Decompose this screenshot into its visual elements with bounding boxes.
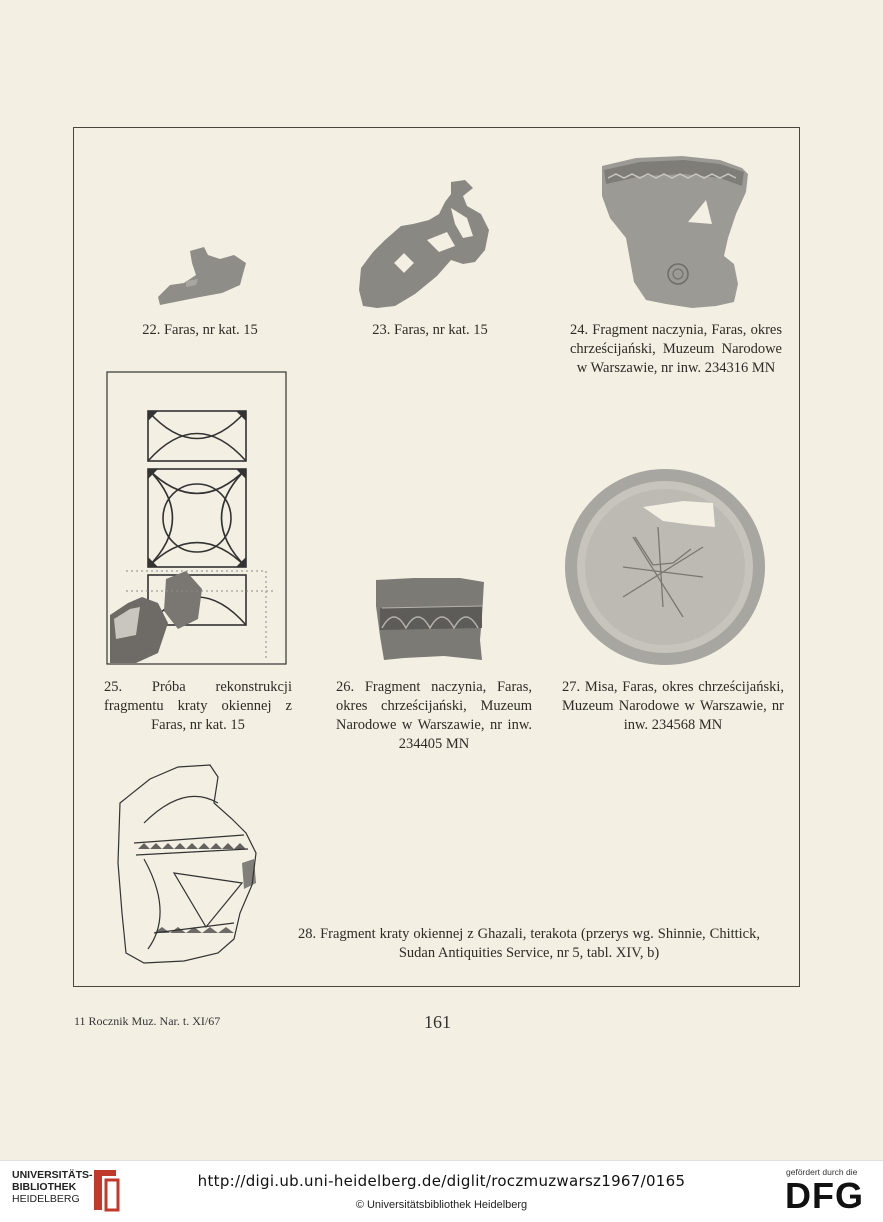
fragment-23-image [355, 178, 495, 313]
page-number: 161 [424, 1012, 451, 1032]
funding-label: gefördert durch die [786, 1167, 858, 1177]
caption-23: 23. Faras, nr kat. 15 [372, 322, 488, 338]
dfg-logo: DFG [785, 1175, 864, 1216]
caption-28: 28. Fragment kraty okiennej z Ghazali, terakota (przerys wg. Shinnie, Chittick, Sudan Antiquities Service, nr 5, tabl. XIV, b) [298, 926, 760, 961]
library-name-line3: HEIDELBERG [12, 1193, 80, 1205]
copyright-notice: © Universitätsbibliothek Heidelberg [355, 1199, 528, 1211]
caption-27: 27. Misa, Faras, okres chrześcijański, Muzeum Narodowe w Warszawie, nr inw. 234568 MN [562, 679, 784, 733]
library-name-line2: BIBLIOTHEK [12, 1181, 77, 1193]
vessel-fragment-24-image [596, 152, 754, 312]
vessel-fragment-26-image [374, 576, 488, 662]
caption-24: 24. Fragment naczynia, Faras, okres chrześcijański, Muzeum Narodowe w Warszawie, nr inw. 234316 MN [570, 322, 782, 376]
bowl-27-image [563, 467, 767, 667]
caption-25: 25. Próba rekonstrukcji fragmentu kraty okiennej z Faras, nr kat. 15 [104, 679, 292, 733]
fragment-22-image [150, 245, 250, 307]
window-grille-reconstruction-25-image [106, 371, 288, 665]
window-grille-drawing-28-image [114, 763, 272, 967]
document-url-link[interactable]: http://digi.ub.uni-heidelberg.de/diglit/roczmuzwarsz1967/0165 [197, 1172, 686, 1190]
library-name-line1: UNIVERSITÄTS- [12, 1169, 93, 1181]
caption-26: 26. Fragment naczynia, Faras, okres chrześcijański, Muzeum Narodowe w Warszawie, nr inw. 234405 MN [336, 679, 532, 752]
library-footer [0, 1160, 883, 1222]
caption-22: 22. Faras, nr kat. 15 [142, 322, 258, 338]
journal-reference: 11 Rocznik Muz. Nar. t. XI/67 [74, 1014, 221, 1028]
